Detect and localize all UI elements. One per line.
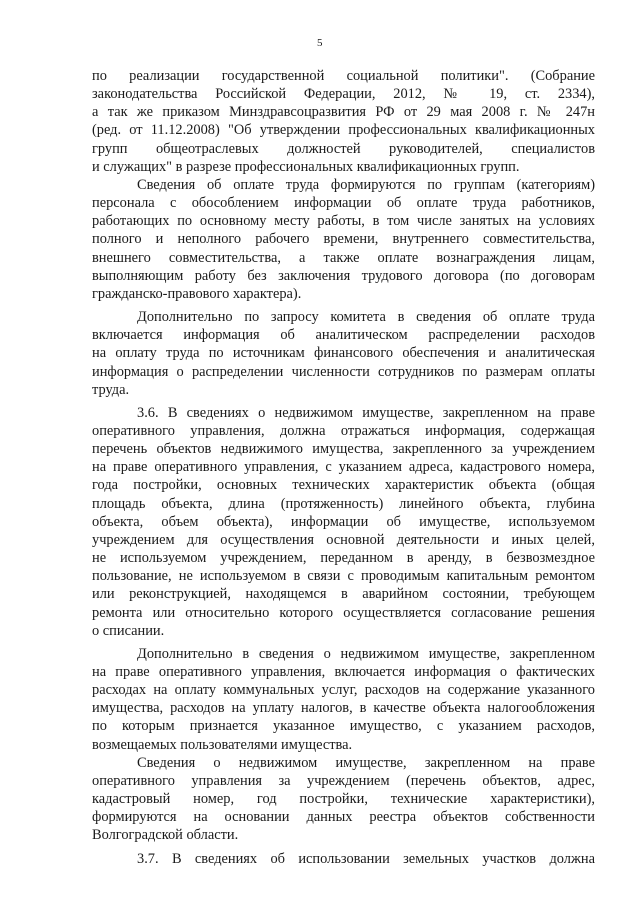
text-line: площадь объекта, длина (протяженность) линейного объекта, глубина [92,495,595,512]
text-line: 3.7. В сведениях об использовании земельных участков должна [137,850,595,867]
text-line: Сведения об оплате труда формируются по группам (категориям) [137,176,595,193]
text-line: персонала с обособлением информации об оплате труда работников, [92,195,595,212]
text-line: оперативного управления, должна отражаться информация, содержащая [92,422,595,439]
text-line: выполняющим работу без заключения трудового договора (по договорам [92,267,595,284]
text-line: о списании. [92,622,165,639]
text-line: имущества, расходов на уплату налогов, в качестве объекта налогообложения [92,700,595,717]
text-line: Сведения о недвижимом имуществе, закрепленном на праве [137,754,595,771]
text-line: гражданско-правового характера). [92,285,302,302]
text-line: на праве оперативного управления, с указанием адреса, кадастрового номера, [92,459,595,476]
text-line: Дополнительно в сведения о недвижимом имуществе, закрепленном [137,645,595,662]
text-line: расходах на оплату коммунальных услуг, расходов на содержание указанного [92,682,595,699]
text-line: работающих по основному месту работы, в том числе занятых на условиях [92,213,595,230]
text-line: включается информация об аналитическом распределении расходов [92,327,595,344]
text-line: 3.6. В сведениях о недвижимом имуществе, закрепленном на праве [137,404,595,421]
text-line: пользование, не используемом в связи с проводимым капитальным ремонтом [92,568,595,585]
page-number: 5 [317,37,323,49]
text-line: не используемом учреждением, переданном в аренду, в безвозмездное [92,550,595,567]
text-line: полного и неполного рабочего времени, внутреннего совместительства, [92,231,595,248]
text-line: а так же приказом Минздравсоцразвития РФ от 29 мая 2008 г. № 247н [92,104,595,121]
document-body [92,67,595,868]
text-line: внешнего совместительства, а также оплате вознаграждения лицам, [92,249,595,266]
text-line: групп общеотраслевых должностей руководителей, специалистов [92,140,595,157]
text-line: года постройки, основных технических характеристик объекта (общая [92,477,595,494]
text-line: и служащих" в разрезе профессиональных квалификационных групп. [92,158,520,175]
text-line: объекта, объем объекта), информации об имуществе, используемом [92,513,595,530]
text-line: возмещаемых пользователями имущества. [92,736,353,753]
text-line: труда. [92,381,130,398]
text-line: по реализации государственной социальной политики". (Собрание [92,68,595,84]
text-line: по которым признается указанное имущество, с указанием расходов, [92,718,595,735]
text-line: перечень объектов недвижимого имущества, закрепленного за учреждением [92,441,595,458]
text-line: оперативного управления за учреждением (перечень объектов, адрес, [92,772,595,789]
text-line: или реконструкцией, находящемся в аварийном состоянии, требующем [92,586,595,603]
text-line: ремонта или относительно которого осуществляется согласование решения [92,604,595,621]
text-line: учреждением для осуществления основной деятельности и иных целей, [92,531,595,548]
text-line: Волгоградской области. [92,827,239,844]
text-line: на оплату труда по источникам финансового обеспечения и аналитическая [92,345,595,362]
text-line: кадастровый номер, год постройки, технические характеристики), [92,791,595,808]
text-line: (ред. от 11.12.2008) "Об утверждении профессиональных квалификационных [92,122,595,139]
text-line: законодательства Российской Федерации, 2012, № 19, ст. 2334), [92,86,595,103]
text-line: на праве оперативного управления, включается информация о фактических [92,664,595,680]
text-line: Дополнительно по запросу комитета в сведения об оплате труда [137,309,595,326]
text-line: формируются на основании данных реестра объектов собственности [92,809,595,826]
text-line: информация о распределении численности сотрудников по размерам оплаты [92,363,595,380]
